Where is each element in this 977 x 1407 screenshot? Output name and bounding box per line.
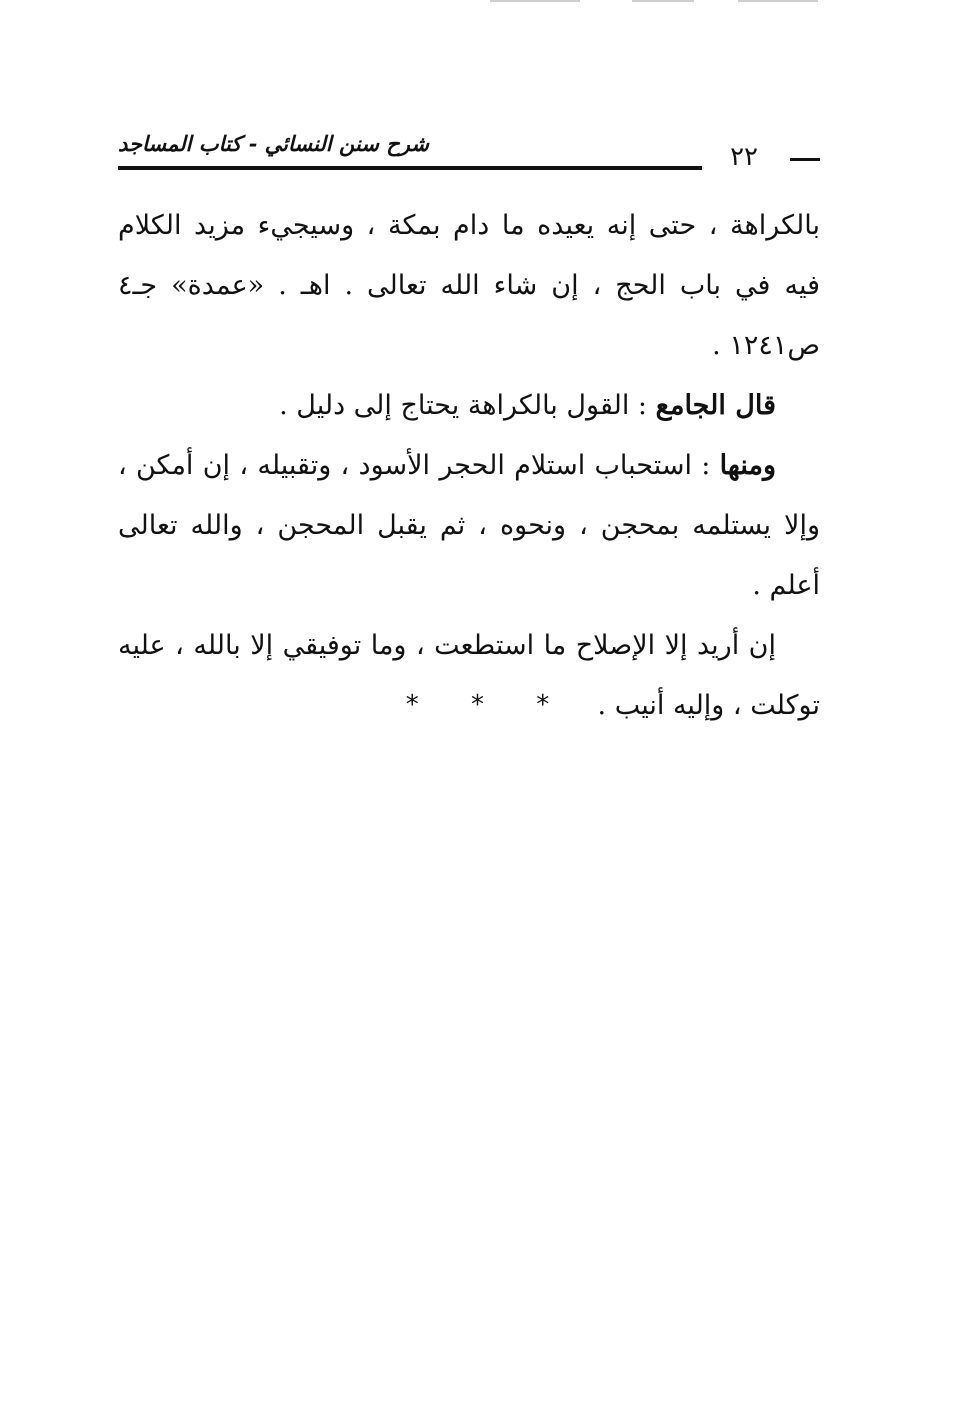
paragraph-text: : استحباب استلام الحجر الأسود ، وتقبيله ، إن أمكن ، وإلا يستلمه بمحجن ، ونحوه ، ثم يقبل المحجن ، والله تعالى أعلم . (118, 450, 820, 601)
paragraph-text: بالكراهة ، حتى إنه يعيده ما دام بمكة ، وسيجيء مزيد الكلام فيه في باب الحج ، إن شاء الله تعالى . اهـ . «عمدة» جـ٤ ص١٢٤١ . (118, 210, 820, 361)
paragraph-text: إن أريد إلا الإصلاح ما استطعت ، وما توفيقي إلا بالله ، عليه توكلت ، وإليه أنيب . (118, 630, 820, 721)
paragraph-lead: ومنها (719, 450, 776, 481)
paragraph (118, 436, 820, 616)
page-number: ٢٢ (730, 142, 758, 172)
scan-edge-line (490, 0, 580, 2)
scan-edge-line (738, 0, 818, 2)
header-rule (118, 166, 702, 170)
scan-edge-line (632, 0, 694, 2)
paragraph (118, 196, 820, 376)
running-title: شرح سنن النسائي - كتاب المساجد (118, 131, 429, 156)
page-header (118, 128, 820, 174)
page-number-dash (790, 158, 820, 161)
body-text (118, 196, 820, 736)
paragraph-text: : القول بالكراهة يحتاج إلى دليل . (279, 390, 648, 421)
section-separator: * * * (405, 690, 572, 720)
paragraph (118, 376, 820, 436)
paragraph-lead: قال الجامع (655, 390, 776, 421)
